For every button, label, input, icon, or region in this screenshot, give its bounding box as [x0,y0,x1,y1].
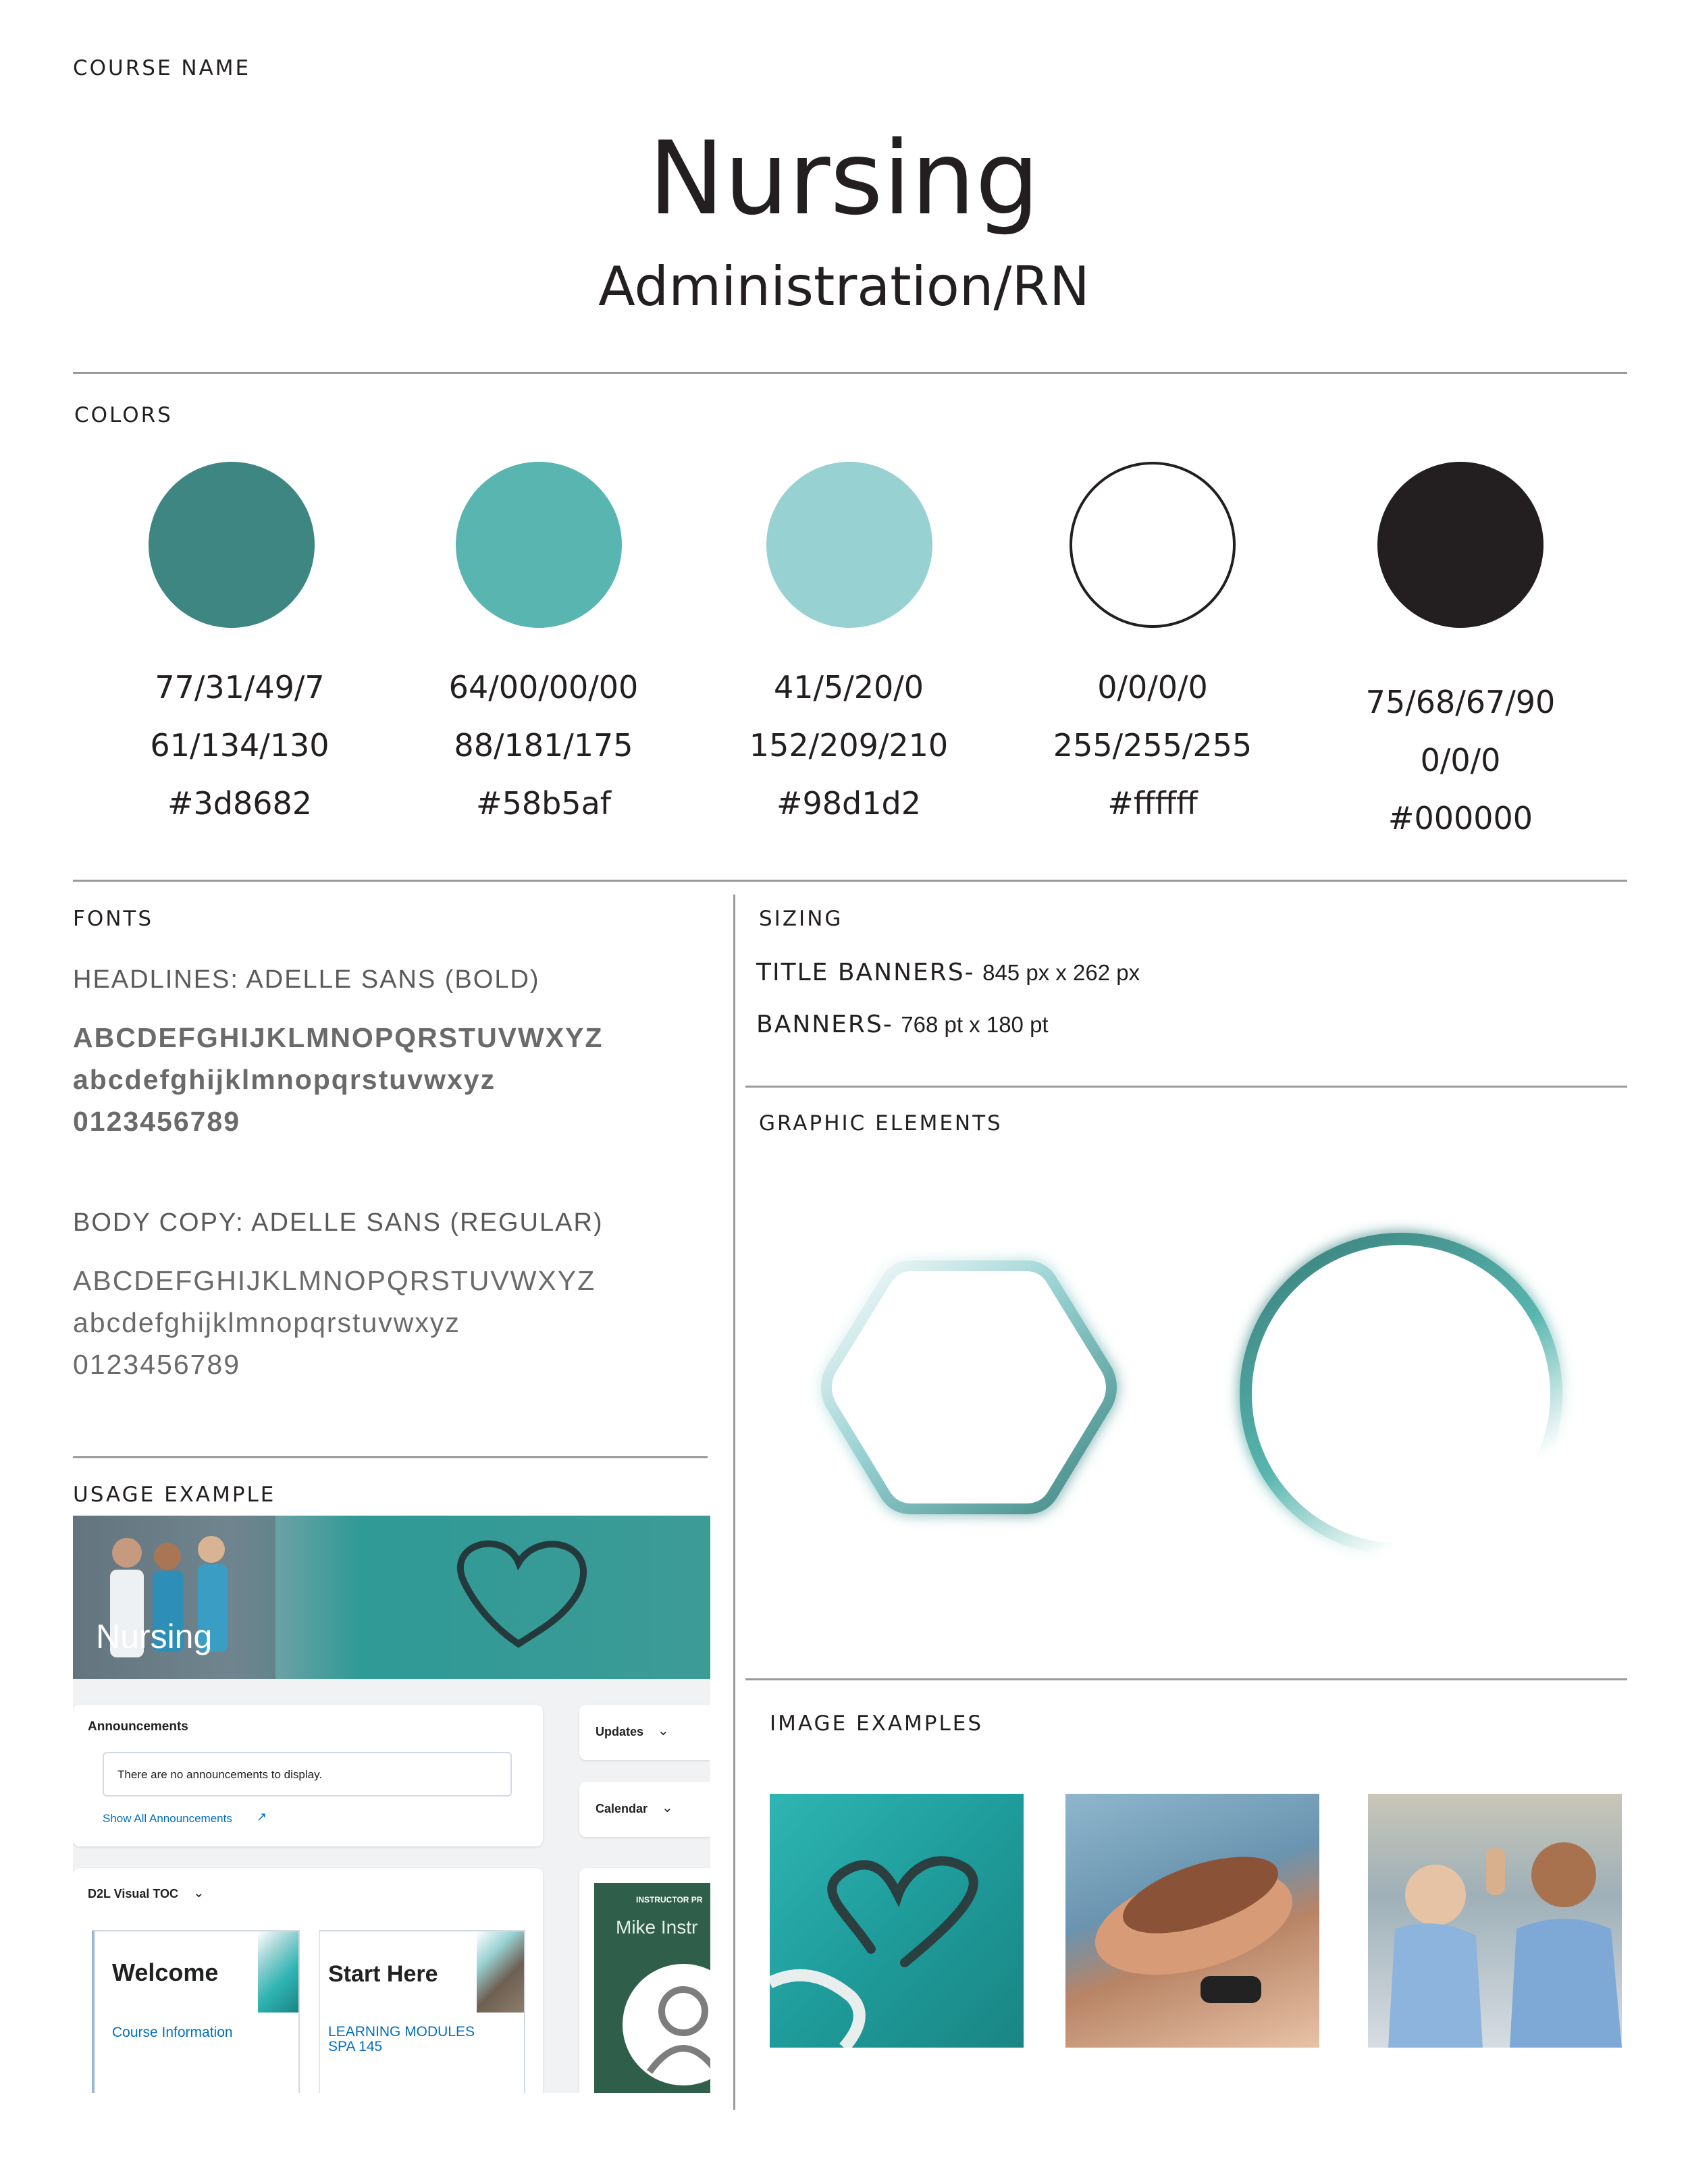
sizing-label: SIZING [759,907,843,931]
size-value: 845 px x 262 px [982,960,1140,985]
color-values [422,658,665,832]
chevron-down-icon[interactable]: ⌄ [662,1801,673,1815]
color-swatch-teal-light [766,462,932,628]
course-name-label: COURSE NAME [73,56,251,80]
course-banner [73,1516,710,1679]
banner-size [756,1011,1049,1038]
body-lowercase-sample: abcdefghijklmnopqrstuvwxyz [73,1307,460,1338]
size-key: BANNERS- [756,1011,893,1038]
fonts-label: FONTS [73,907,154,931]
divider [73,880,1627,882]
updates-widget[interactable] [579,1705,710,1760]
high-five-image [1368,1794,1622,2048]
toc-label: D2L Visual TOC [88,1887,179,1900]
updates-label: Updates [596,1725,644,1738]
chevron-down-icon[interactable]: ⌄ [193,1886,205,1900]
size-value: 768 pt x 180 pt [901,1012,1049,1037]
toc-tile-welcome[interactable] [92,1930,300,2093]
stethoscope-heart-image [770,1794,1024,2048]
holding-hands-image [1065,1794,1319,2048]
circle-frame-graphic [1225,1219,1577,1570]
hex-value: #000000 [1388,800,1533,836]
column-divider [733,895,735,2110]
rgb-value: 0/0/0 [1420,742,1501,778]
page-title: Nursing [648,120,1040,238]
tile-title: Welcome [112,1959,219,1986]
instructor-caption: INSTRUCTOR PR [636,1895,703,1905]
hex-value: #ffffff [1107,785,1198,822]
color-swatch-black [1377,462,1544,628]
hexagon-frame-graphic [803,1242,1134,1539]
image-examples-label: IMAGE EXAMPLES [770,1711,984,1736]
divider [73,372,1627,374]
colors-label: COLORS [74,403,173,427]
headlines-font-heading: HEADLINES: ADELLE SANS (BOLD) [73,965,540,994]
tile-subtitle: Course Information [112,2025,233,2040]
announcements-empty-text: There are no announcements to display. [117,1768,323,1781]
headline-lowercase-sample: abcdefghijklmnopqrstuvwxyz [73,1064,496,1095]
divider [745,1086,1627,1088]
color-swatch-white [1070,462,1236,628]
avatar [623,1964,710,2085]
toc-tile-start-here[interactable] [319,1930,525,2093]
tile-title: Start Here [328,1961,438,1987]
divider [73,1456,708,1458]
body-digits-sample: 0123456789 [73,1349,241,1380]
calendar-label: Calendar [596,1802,648,1815]
tile-corner-graphic [477,1932,524,2013]
rgb-value: 61/134/130 [150,727,329,764]
color-values [1339,673,1582,847]
cmyk-value: 75/68/67/90 [1365,684,1556,720]
announcements-widget [73,1705,543,1846]
banner-title: Nursing [96,1618,213,1655]
size-key: TITLE BANNERS- [756,959,975,986]
page-subtitle: Administration/RN [598,255,1090,318]
usage-example-screenshot [73,1516,710,2093]
rgb-value: 88/181/175 [454,727,633,764]
external-link-icon: ↗ [257,1810,267,1823]
divider [745,1678,1627,1680]
color-swatch-teal [456,462,622,628]
tile-corner-graphic [258,1932,298,2013]
instructor-widget [579,1868,710,2093]
rgb-value: 255/255/255 [1053,727,1252,764]
cmyk-value: 64/00/00/00 [448,669,639,705]
headline-uppercase-sample: ABCDEFGHIJKLMNOPQRSTUVWXYZ [73,1022,604,1053]
instructor-card [594,1883,710,2093]
chevron-down-icon[interactable]: ⌄ [658,1724,669,1738]
rgb-value: 152/209/210 [749,727,949,764]
color-swatch-teal-dark [149,462,315,628]
cmyk-value: 77/31/49/7 [155,669,325,705]
body-uppercase-sample: ABCDEFGHIJKLMNOPQRSTUVWXYZ [73,1265,596,1296]
usage-example-label: USAGE EXAMPLE [73,1483,276,1507]
hex-value: #3d8682 [167,785,313,822]
calendar-widget[interactable] [579,1782,710,1837]
graphic-elements-label: GRAPHIC ELEMENTS [759,1111,1003,1136]
cmyk-value: 41/5/20/0 [773,669,924,705]
cmyk-value: 0/0/0/0 [1097,669,1208,705]
hex-value: #98d1d2 [776,785,921,822]
announcements-empty-box [103,1752,512,1796]
tile-subtitle: LEARNING MODULES SPA 145 [328,2024,475,2054]
color-values [118,658,361,832]
announcements-title: Announcements [88,1720,188,1734]
body-font-heading: BODY COPY: ADELLE SANS (REGULAR) [73,1208,604,1237]
hex-value: #58b5af [476,785,611,822]
instructor-name: Mike Instr [616,1917,698,1938]
color-values [727,658,970,832]
title-banner-size [756,959,1140,986]
show-all-announcements-link[interactable]: Show All Announcements [103,1812,232,1825]
headline-digits-sample: 0123456789 [73,1106,241,1137]
color-values [1031,658,1274,832]
visual-toc-widget [73,1868,543,2093]
